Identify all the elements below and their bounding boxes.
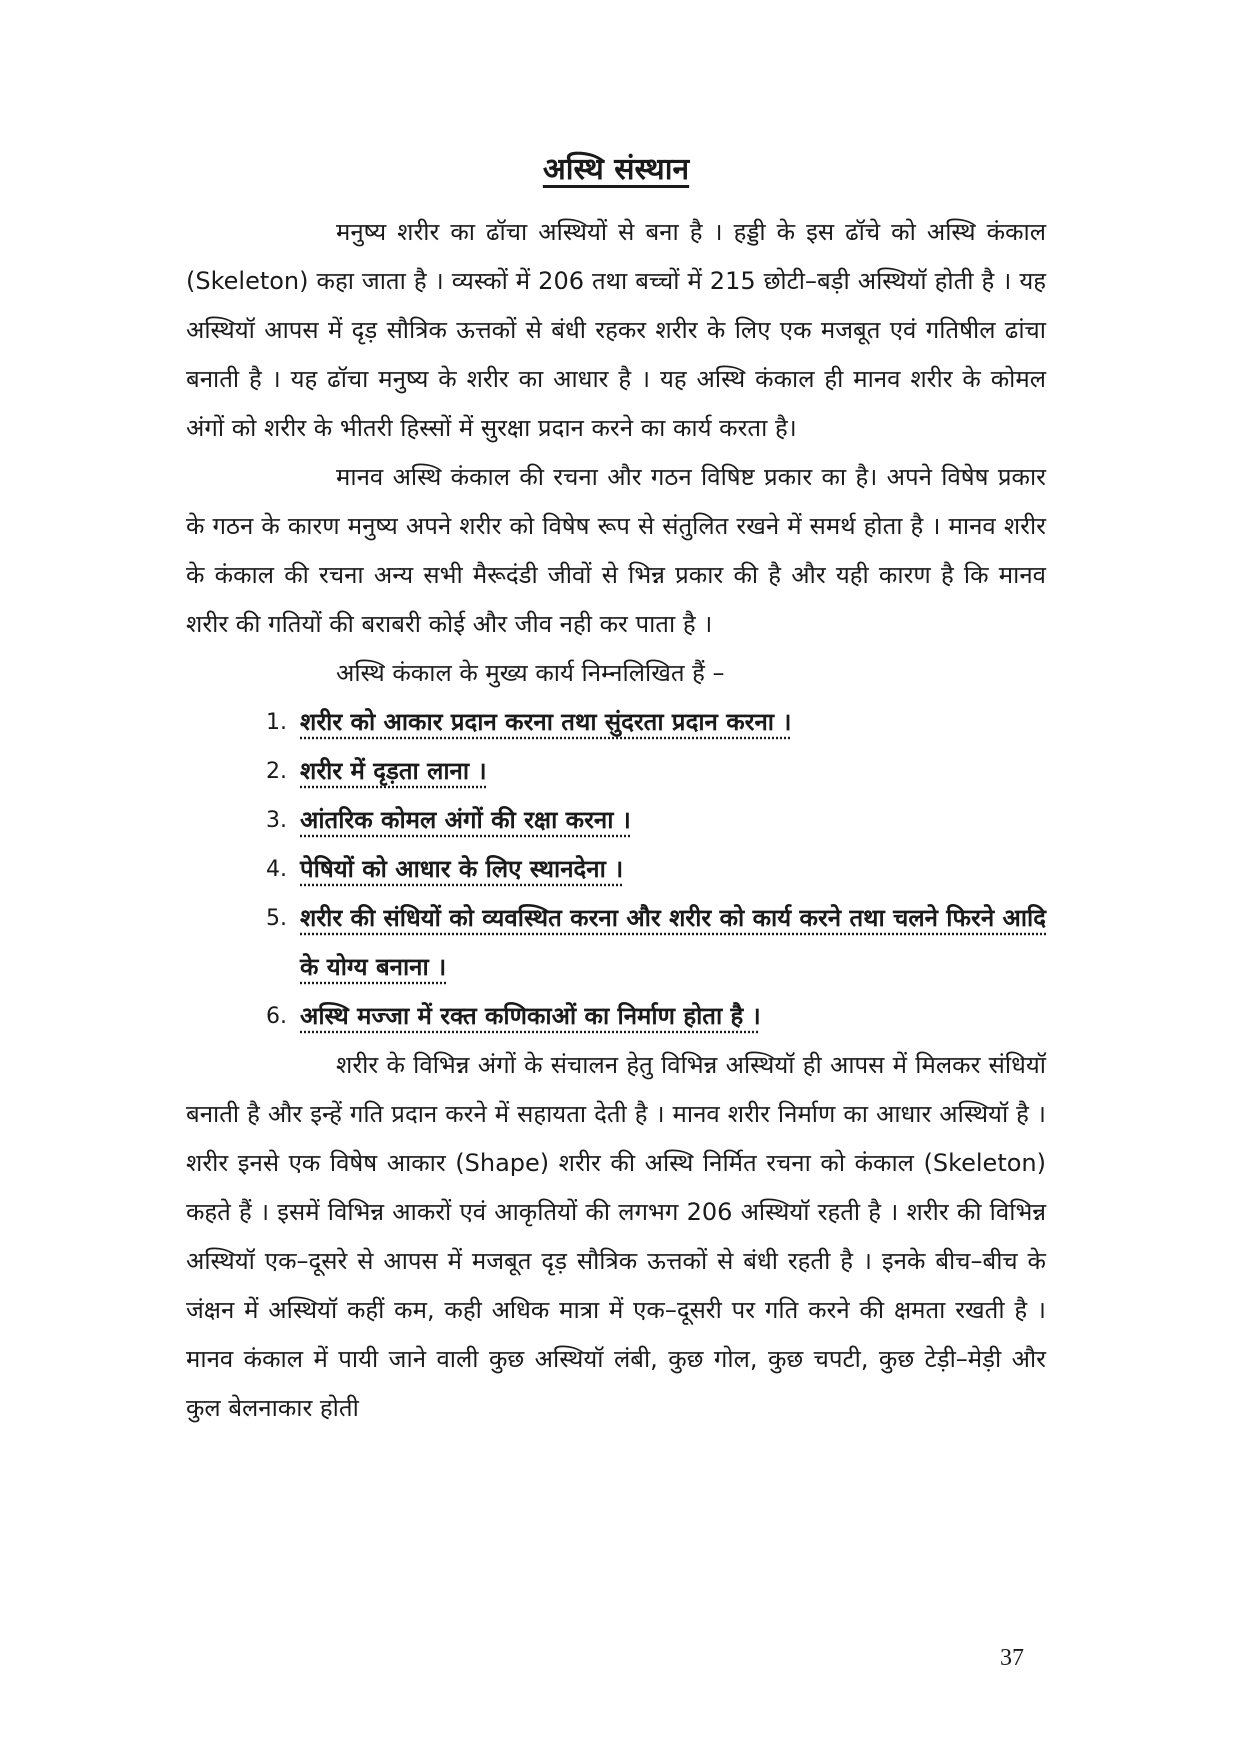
list-item [266,845,1046,894]
list-item-number: 5. [266,906,287,931]
functions-list [186,698,1046,1041]
list-item [266,894,1046,992]
list-item-text: शरीर की संधियों को व्यवस्थित करना और शरीर को कार्य करने तथा चलने फिरने आदि के योग्य बनाना । [300,904,1046,981]
list-item-text: शरीर को आकार प्रदान करना तथा सुंदरता प्रदान करना । [300,708,792,736]
list-item-text: पेषियों को आधार के लिए स्थानदेना । [300,855,624,883]
page-number: 37 [1000,1645,1024,1671]
list-item-text: आंतरिक कोमल अंगों की रक्षा करना । [300,806,631,834]
list-item-text: अस्थि मज्जा में रक्त कणिकाओं का निर्माण होता है । [300,1002,761,1030]
list-item [266,992,1046,1041]
paragraph-structure: मानव अस्थि कंकाल की रचना और गठन विषिष्ट प्रकार का है। अपने विषेष प्रकार के गठन के कारण मनुष्य अपने शरीर को विषेष रूप से संतुलित रखने में समर्थ होता है । मानव शरीर के कंकाल की रचना अन्य सभी मैरूदंडी जीवों से भिन्न प्रकार की है और यही कारण है कि मानव शरीर की गतियों की बराबरी कोई और जीव नही कर पाता है । [186,463,1046,638]
list-item-number: 1. [266,710,287,735]
list-item-number: 4. [266,857,287,882]
list-item-number: 3. [266,808,287,833]
page-title: अस्थि संस्थान [542,152,690,187]
list-item [266,698,1046,747]
list-item-number: 2. [266,759,287,784]
list-item [266,796,1046,845]
list-item-text: शरीर में दृड़ता लाना । [300,757,487,785]
list-item-number: 6. [266,1004,287,1029]
functions-intro: अस्थि कंकाल के मुख्य कार्य निम्नलिखित हैं – [336,659,725,687]
paragraph-closing: शरीर के विभिन्न अंगों के संचालन हेतु विभिन्न अस्थियॉ ही आपस में मिलकर संधियॉ बनाती है और इन्हें गति प्रदान करने में सहायता देती है । मानव शरीर निर्माण का आधार अस्थियॉ है । शरीर इनसे एक विषेष आकार (Shape) शरीर की अस्थि निर्मित रचना को कंकाल (Skeleton) कहते हैं । इसमें विभिन्न आकरों एवं आकृतियों की लगभग 206 अस्थियॉ रहती है । शरीर की विभिन्न अस्थियॉ एक–दूसरे से आपस में मजबूत दृड़ सौत्रिक ऊत्तकों से बंधी रहती है । इनके बीच–बीच के जंक्षन में अस्थियॉ कहीं कम, कही अधिक मात्रा में एक–दूसरी पर गति करने की क्षमता रखती है । मानव कंकाल में पायी जाने वाली कुछ अस्थियॉ लंबी, कुछ गोल, कुछ चपटी, कुछ टेड़ी–मेड़ी और कुल बेलनाकार होती [186,1051,1046,1422]
list-item [266,747,1046,796]
paragraph-intro: मनुष्य शरीर का ढॉचा अस्थियों से बना है । हड्डी के इस ढॉचे को अस्थि कंकाल (Skeleton) कहा जाता है । व्यस्कों में 206 तथा बच्चों में 215 छोटी–बड़ी अस्थियॉ होती है । यह अस्थियॉ आपस में दृड़ सौत्रिक ऊत्तकों से बंधी रहकर शरीर के लिए एक मजबूत एवं गतिषील ढांचा बनाती है । यह ढॉचा मनुष्य के शरीर का आधार है । यह अस्थि कंकाल ही मानव शरीर के कोमल अंगों को शरीर के भीतरी हिस्सों में सुरक्षा प्रदान करने का कार्य करता है। [186,218,1046,442]
document-page [186,150,1046,1433]
